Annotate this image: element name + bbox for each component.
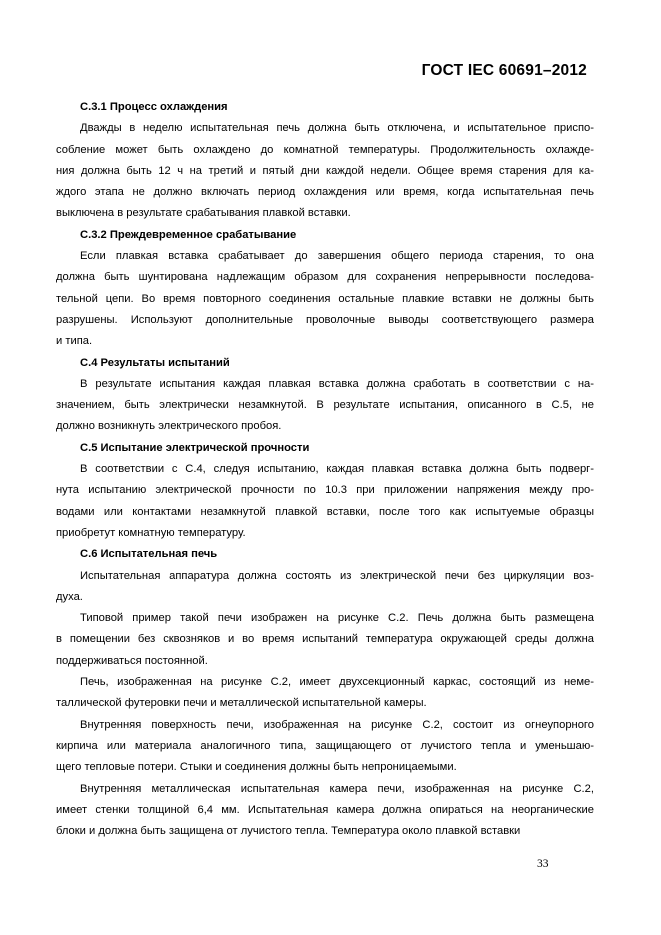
text-line: Если плавкая вставка срабатывает до завершения общего периода старения, то она: [80, 250, 594, 263]
page-number: 33: [537, 858, 549, 870]
section-heading: С.6 Испытательная печь: [80, 548, 218, 561]
text-line: приобретут комнатную температуру.: [56, 526, 246, 539]
text-line: В результате испытания каждая плавкая вставка должна сработать в соответствии с на-: [80, 377, 594, 390]
text-line: Печь, изображенная на рисунке С.2, имеет двухсекционный каркас, состоящий из неме-: [80, 676, 594, 689]
paragraph: [56, 566, 594, 609]
text-line: Внутренняя поверхность печи, изображенная на рисунке С.2, состоит из огнеупорного: [80, 718, 594, 731]
text-line: значением, быть электрически незамкнутой. В результате испытания, описанного в С.5, не: [56, 399, 594, 412]
paragraph: [56, 672, 594, 715]
text-line: выключена в результате срабатывания плавкой вставки.: [56, 207, 351, 220]
text-line: щего тепловые потери. Стыки и соединения должны быть непроницаемыми.: [56, 761, 457, 774]
text-line: водами или контактами незамкнутой плавкой вставки, после того как испытуемые образцы: [56, 505, 594, 518]
text-line: имеет стенки толщиной 6,4 мм. Испытательная камера должна опираться на неорганические: [56, 803, 594, 816]
text-line: и типа.: [56, 335, 93, 348]
text-line: блоки и должна быть защищена от лучистого тепла. Температура около плавкой вставки: [56, 825, 521, 838]
text-line: поддерживаться постоянной.: [56, 654, 208, 667]
text-line: ния должна быть 12 ч на третий и пятый дни каждой недели. Общее время старения для ка-: [56, 164, 594, 177]
paragraph: [56, 608, 594, 672]
text-line: Типовой пример такой печи изображен на рисунке С.2. Печь должна быть размещена: [80, 612, 594, 625]
document-body: [56, 97, 594, 842]
text-line: ждого этапа не должно включать период охлаждения или время, когда испытательная печь: [56, 186, 594, 199]
text-line: должно возникнуть электрического пробоя.: [56, 420, 282, 433]
section-heading: С.5 Испытание электрической прочности: [80, 441, 310, 454]
section-heading: С.3.2 Преждевременное срабатывание: [80, 228, 297, 241]
paragraph: [56, 374, 594, 438]
standard-designation: ГОСТ IEC 60691–2012: [421, 62, 587, 79]
text-line: тельной цепи. Во время повторного соединения остальные плавкие вставки не должны быть: [56, 292, 594, 305]
paragraph: [56, 459, 594, 544]
paragraph: [56, 246, 594, 352]
text-line: Испытательная аппаратура должна состоять из электрической печи без циркуляции воз-: [80, 569, 594, 582]
text-line: в помещении без сквозняков и во время испытаний температура окружающей среды должна: [56, 633, 594, 646]
text-line: таллической футеровки печи и металлической испытательной камеры.: [56, 697, 427, 710]
text-line: В соответствии с С.4, следуя испытанию, каждая плавкая вставка должна быть подверг-: [80, 463, 594, 476]
text-line: нута испытанию электрической прочности по 10.3 при приложении напряжения между про-: [56, 484, 594, 497]
section-heading: С.3.1 Процесс охлаждения: [80, 101, 228, 113]
text-line: собление может быть охлаждено до комнатной температуры. Продолжительность охлажде-: [56, 143, 594, 156]
text-line: кирпича или материала аналогичного типа, защищающего от лучистого тепла и уменьшаю-: [56, 739, 594, 752]
section-heading: С.4 Результаты испытаний: [80, 356, 230, 369]
paragraph: [56, 118, 594, 224]
paragraph: [56, 715, 594, 779]
text-line: разрушены. Используют дополнительные проволочные выводы соответствующего размера: [56, 313, 594, 326]
text-line: Дважды в неделю испытательная печь должна быть отключена, и испытательное приспо-: [80, 122, 594, 135]
text-line: духа.: [56, 590, 83, 603]
paragraph: [56, 779, 594, 843]
text-line: должна быть шунтирована надлежащим образом для сохранения непрерывности последова-: [56, 271, 594, 284]
text-line: Внутренняя металлическая испытательная камера печи, изображенная на рисунке С.2,: [80, 782, 594, 795]
